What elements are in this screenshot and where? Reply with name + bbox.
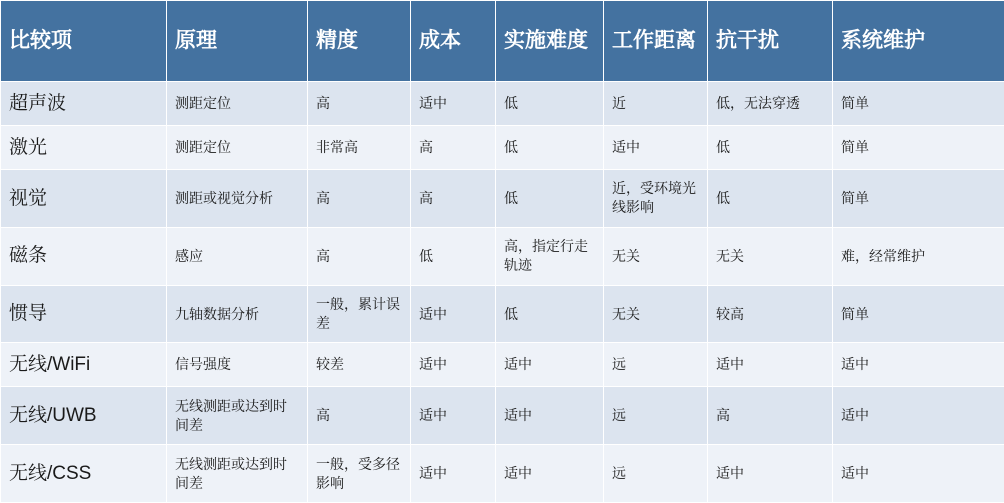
table-row [1, 285, 1004, 343]
table-cell: 低 [411, 227, 496, 285]
table-cell: 高 [411, 169, 496, 227]
row-label: 惯导 [1, 285, 167, 343]
table-cell: 适中 [496, 343, 604, 387]
table-cell: 高 [308, 82, 411, 126]
row-label: 超声波 [1, 82, 167, 126]
table-row [1, 82, 1004, 126]
table-row [1, 227, 1004, 285]
table-cell: 适中 [411, 343, 496, 387]
row-label: 无线/UWB [1, 387, 167, 445]
table-body [1, 82, 1004, 503]
table-cell: 简单 [833, 82, 1004, 126]
table-cell: 低 [496, 125, 604, 169]
row-label: 视觉 [1, 169, 167, 227]
table-cell: 高 [708, 387, 833, 445]
table-cell: 简单 [833, 285, 1004, 343]
row-label: 无线/WiFi [1, 343, 167, 387]
table-cell: 简单 [833, 169, 1004, 227]
column-header-working-distance: 工作距离 [604, 1, 708, 82]
table-cell: 适中 [604, 125, 708, 169]
table-cell: 适中 [833, 445, 1004, 503]
table-cell: 远 [604, 343, 708, 387]
table-cell: 近 [604, 82, 708, 126]
table-cell: 测距或视觉分析 [167, 169, 308, 227]
table-cell: 一般，累计误差 [308, 285, 411, 343]
table-cell: 近，受环境光线影响 [604, 169, 708, 227]
table-cell: 测距定位 [167, 82, 308, 126]
column-header-accuracy: 精度 [308, 1, 411, 82]
column-header-cost: 成本 [411, 1, 496, 82]
table-cell: 一般，受多径影响 [308, 445, 411, 503]
table-cell: 低 [496, 285, 604, 343]
table-row [1, 125, 1004, 169]
table-cell: 适中 [496, 445, 604, 503]
table-cell: 高 [308, 169, 411, 227]
column-header-anti-interference: 抗干扰 [708, 1, 833, 82]
row-label: 激光 [1, 125, 167, 169]
table-cell: 适中 [411, 387, 496, 445]
row-label: 磁条 [1, 227, 167, 285]
header-row [1, 1, 1004, 82]
table-cell: 远 [604, 445, 708, 503]
table-cell: 低 [708, 169, 833, 227]
column-header-compare-item: 比较项 [1, 1, 167, 82]
table-cell: 无关 [604, 285, 708, 343]
table-row [1, 169, 1004, 227]
table-cell: 难，经常维护 [833, 227, 1004, 285]
table-cell: 低 [708, 125, 833, 169]
table-cell: 无线测距或达到时间差 [167, 445, 308, 503]
table-row [1, 387, 1004, 445]
table-cell: 无线测距或达到时间差 [167, 387, 308, 445]
table-cell: 适中 [411, 285, 496, 343]
table-cell: 较差 [308, 343, 411, 387]
table-cell: 适中 [708, 343, 833, 387]
table-cell: 信号强度 [167, 343, 308, 387]
table-cell: 低 [496, 169, 604, 227]
table-cell: 无关 [604, 227, 708, 285]
table-row [1, 343, 1004, 387]
table-cell: 适中 [833, 387, 1004, 445]
table-cell: 九轴数据分析 [167, 285, 308, 343]
table-cell: 适中 [496, 387, 604, 445]
table-cell: 简单 [833, 125, 1004, 169]
row-label: 无线/CSS [1, 445, 167, 503]
table-cell: 高 [308, 387, 411, 445]
table-cell: 远 [604, 387, 708, 445]
table-cell: 测距定位 [167, 125, 308, 169]
table-cell: 适中 [833, 343, 1004, 387]
table-cell: 高 [411, 125, 496, 169]
table-cell: 适中 [411, 445, 496, 503]
table-cell: 适中 [411, 82, 496, 126]
table-cell: 适中 [708, 445, 833, 503]
column-header-principle: 原理 [167, 1, 308, 82]
column-header-difficulty: 实施难度 [496, 1, 604, 82]
table-cell: 非常高 [308, 125, 411, 169]
table-cell: 高，指定行走轨迹 [496, 227, 604, 285]
table-cell: 低 [496, 82, 604, 126]
table-cell: 感应 [167, 227, 308, 285]
table-header [1, 1, 1004, 82]
table-cell: 高 [308, 227, 411, 285]
table-row [1, 445, 1004, 503]
table-cell: 无关 [708, 227, 833, 285]
table-cell: 较高 [708, 285, 833, 343]
column-header-maintenance: 系统维护 [833, 1, 1004, 82]
table-cell: 低，无法穿透 [708, 82, 833, 126]
